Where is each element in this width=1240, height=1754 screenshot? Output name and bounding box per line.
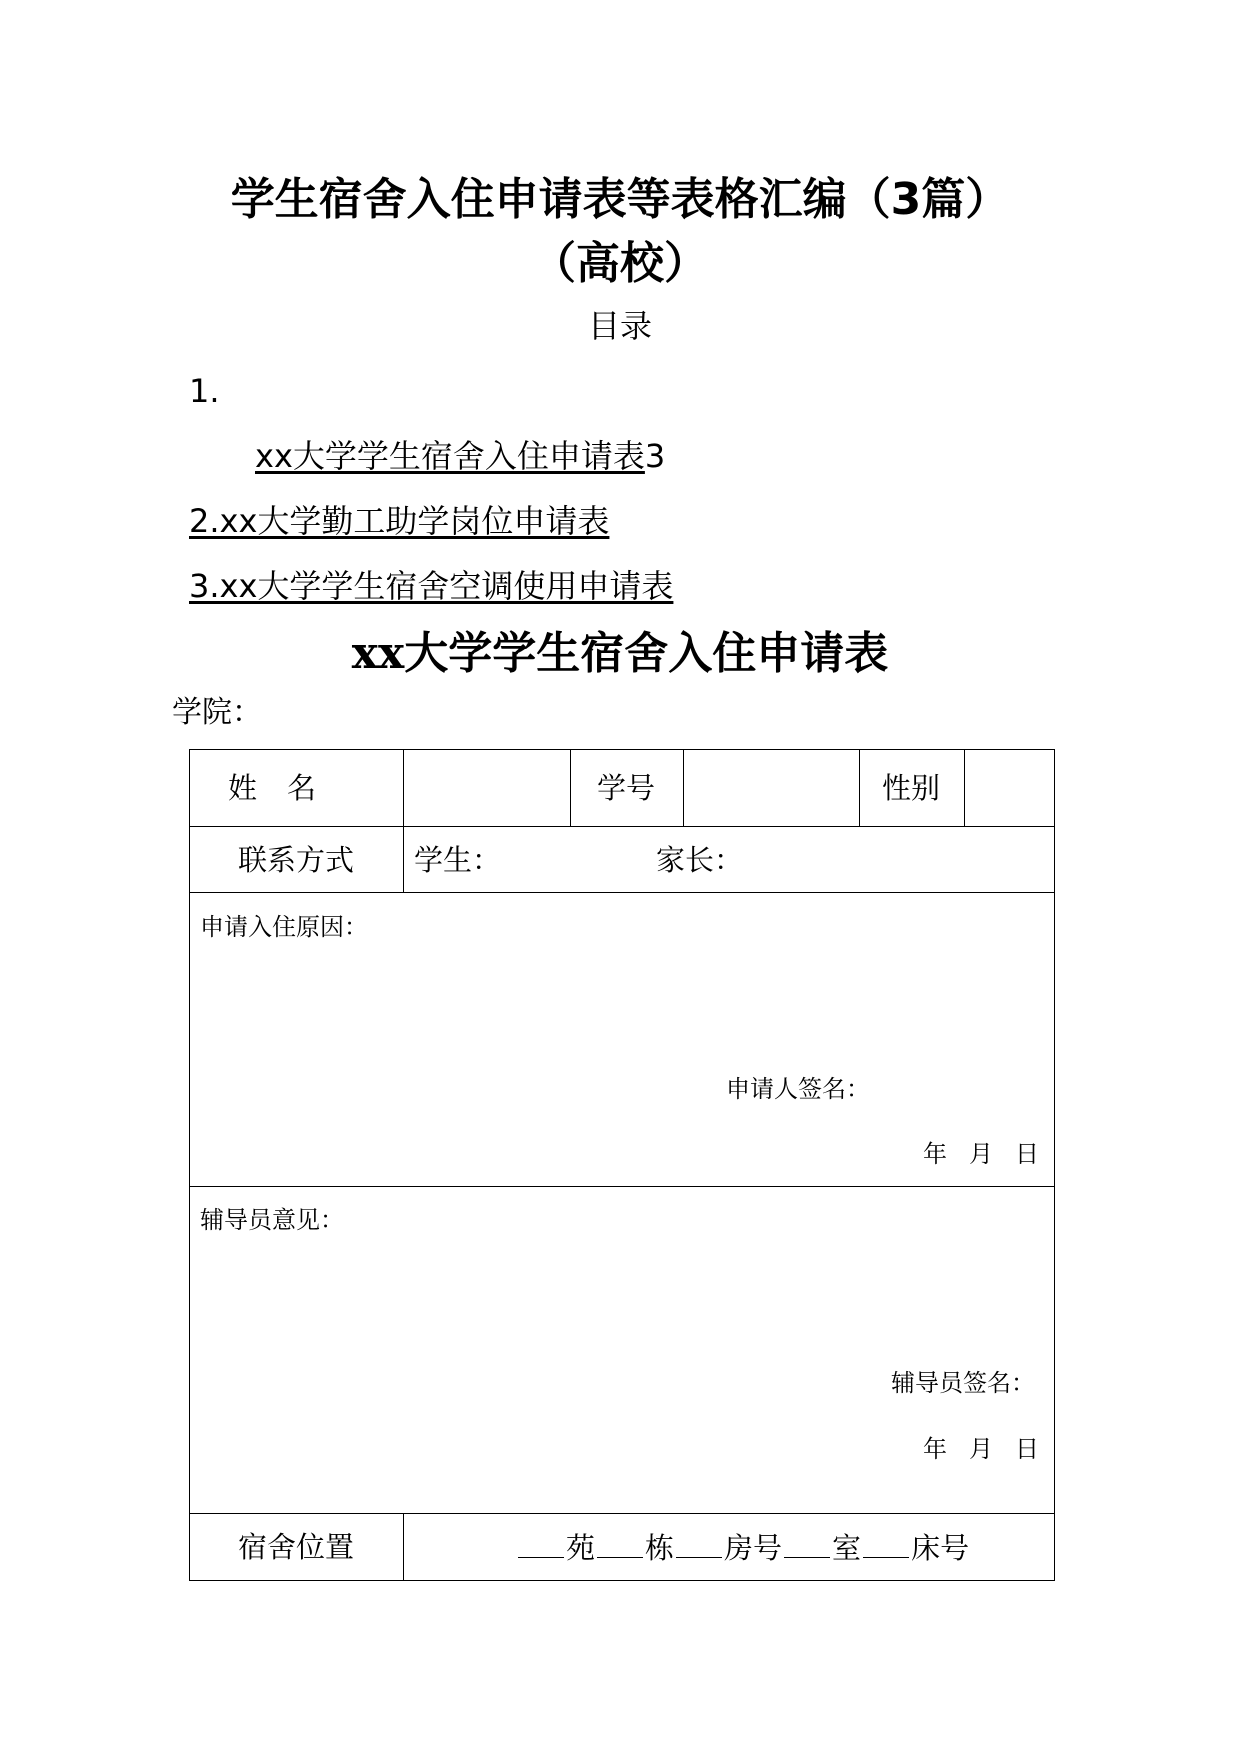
student-contact-label: 学生： [414, 843, 502, 877]
counselor-date: 年 月 日 [923, 1435, 1039, 1463]
row-divider [190, 1513, 1054, 1514]
row-divider [190, 892, 1054, 893]
dorm-location-label: 宿舍位置 [238, 1530, 355, 1564]
reason-label: 申请入住原因： [200, 913, 368, 941]
bed-number-blank[interactable] [863, 1533, 909, 1558]
col-divider [964, 750, 965, 826]
counselor-sign-label: 辅导员签名： [891, 1369, 1035, 1397]
form-title-prefix: xx [351, 628, 405, 679]
reason-input-area[interactable] [200, 945, 1040, 1055]
toc-item-3-link[interactable]: 3.xx大学学生宿舍空调使用申请表 [189, 567, 674, 605]
gender-label: 性别 [882, 771, 941, 805]
toc-heading: 目录 [587, 307, 652, 345]
toc-item-2-link[interactable]: 2.xx大学勤工助学岗位申请表 [189, 502, 610, 540]
room-blank[interactable] [784, 1533, 830, 1558]
courtyard-blank[interactable] [518, 1533, 564, 1558]
application-form-table [189, 749, 1055, 1581]
row-divider [190, 826, 1054, 827]
applicant-date: 年 月 日 [923, 1140, 1039, 1168]
toc-item-1[interactable] [255, 437, 666, 475]
document-title-line1: 学生宿舍入住申请表等表格汇编（3篇） [230, 174, 1010, 225]
name-input-cell[interactable] [406, 752, 568, 824]
name-label: 姓 名 [228, 771, 317, 805]
student-id-label: 学号 [597, 771, 656, 805]
applicant-sign-label: 申请人签名： [726, 1075, 870, 1103]
room-number-blank[interactable] [676, 1533, 722, 1558]
col-divider [403, 750, 404, 892]
toc-item-1-number: 1. [189, 372, 220, 410]
parent-contact-label: 家长： [656, 843, 744, 877]
college-label: 学院： [172, 695, 262, 730]
form-title [0, 628, 1240, 679]
student-contact-input[interactable] [490, 830, 640, 890]
col-divider [570, 750, 571, 826]
col-divider [859, 750, 860, 826]
gender-input-cell[interactable] [967, 752, 1051, 824]
col-divider [403, 1513, 404, 1580]
contact-label: 联系方式 [238, 843, 355, 877]
form-title-main: 大学学生宿舍入住申请表 [404, 628, 889, 679]
dorm-location-fields[interactable]: 苑 栋 房号 室 床号 [516, 1533, 969, 1563]
building-blank[interactable] [597, 1533, 643, 1558]
student-id-input-cell[interactable] [686, 752, 856, 824]
document-title-line2: （高校） [532, 238, 708, 289]
toc-item-1-link[interactable]: xx大学学生宿舍入住申请表 [255, 437, 645, 475]
row-divider [190, 1186, 1054, 1187]
col-divider [683, 750, 684, 826]
toc-item-1-page: 3 [644, 437, 666, 475]
counselor-label: 辅导员意见： [200, 1206, 344, 1234]
parent-contact-input[interactable] [740, 830, 1040, 890]
